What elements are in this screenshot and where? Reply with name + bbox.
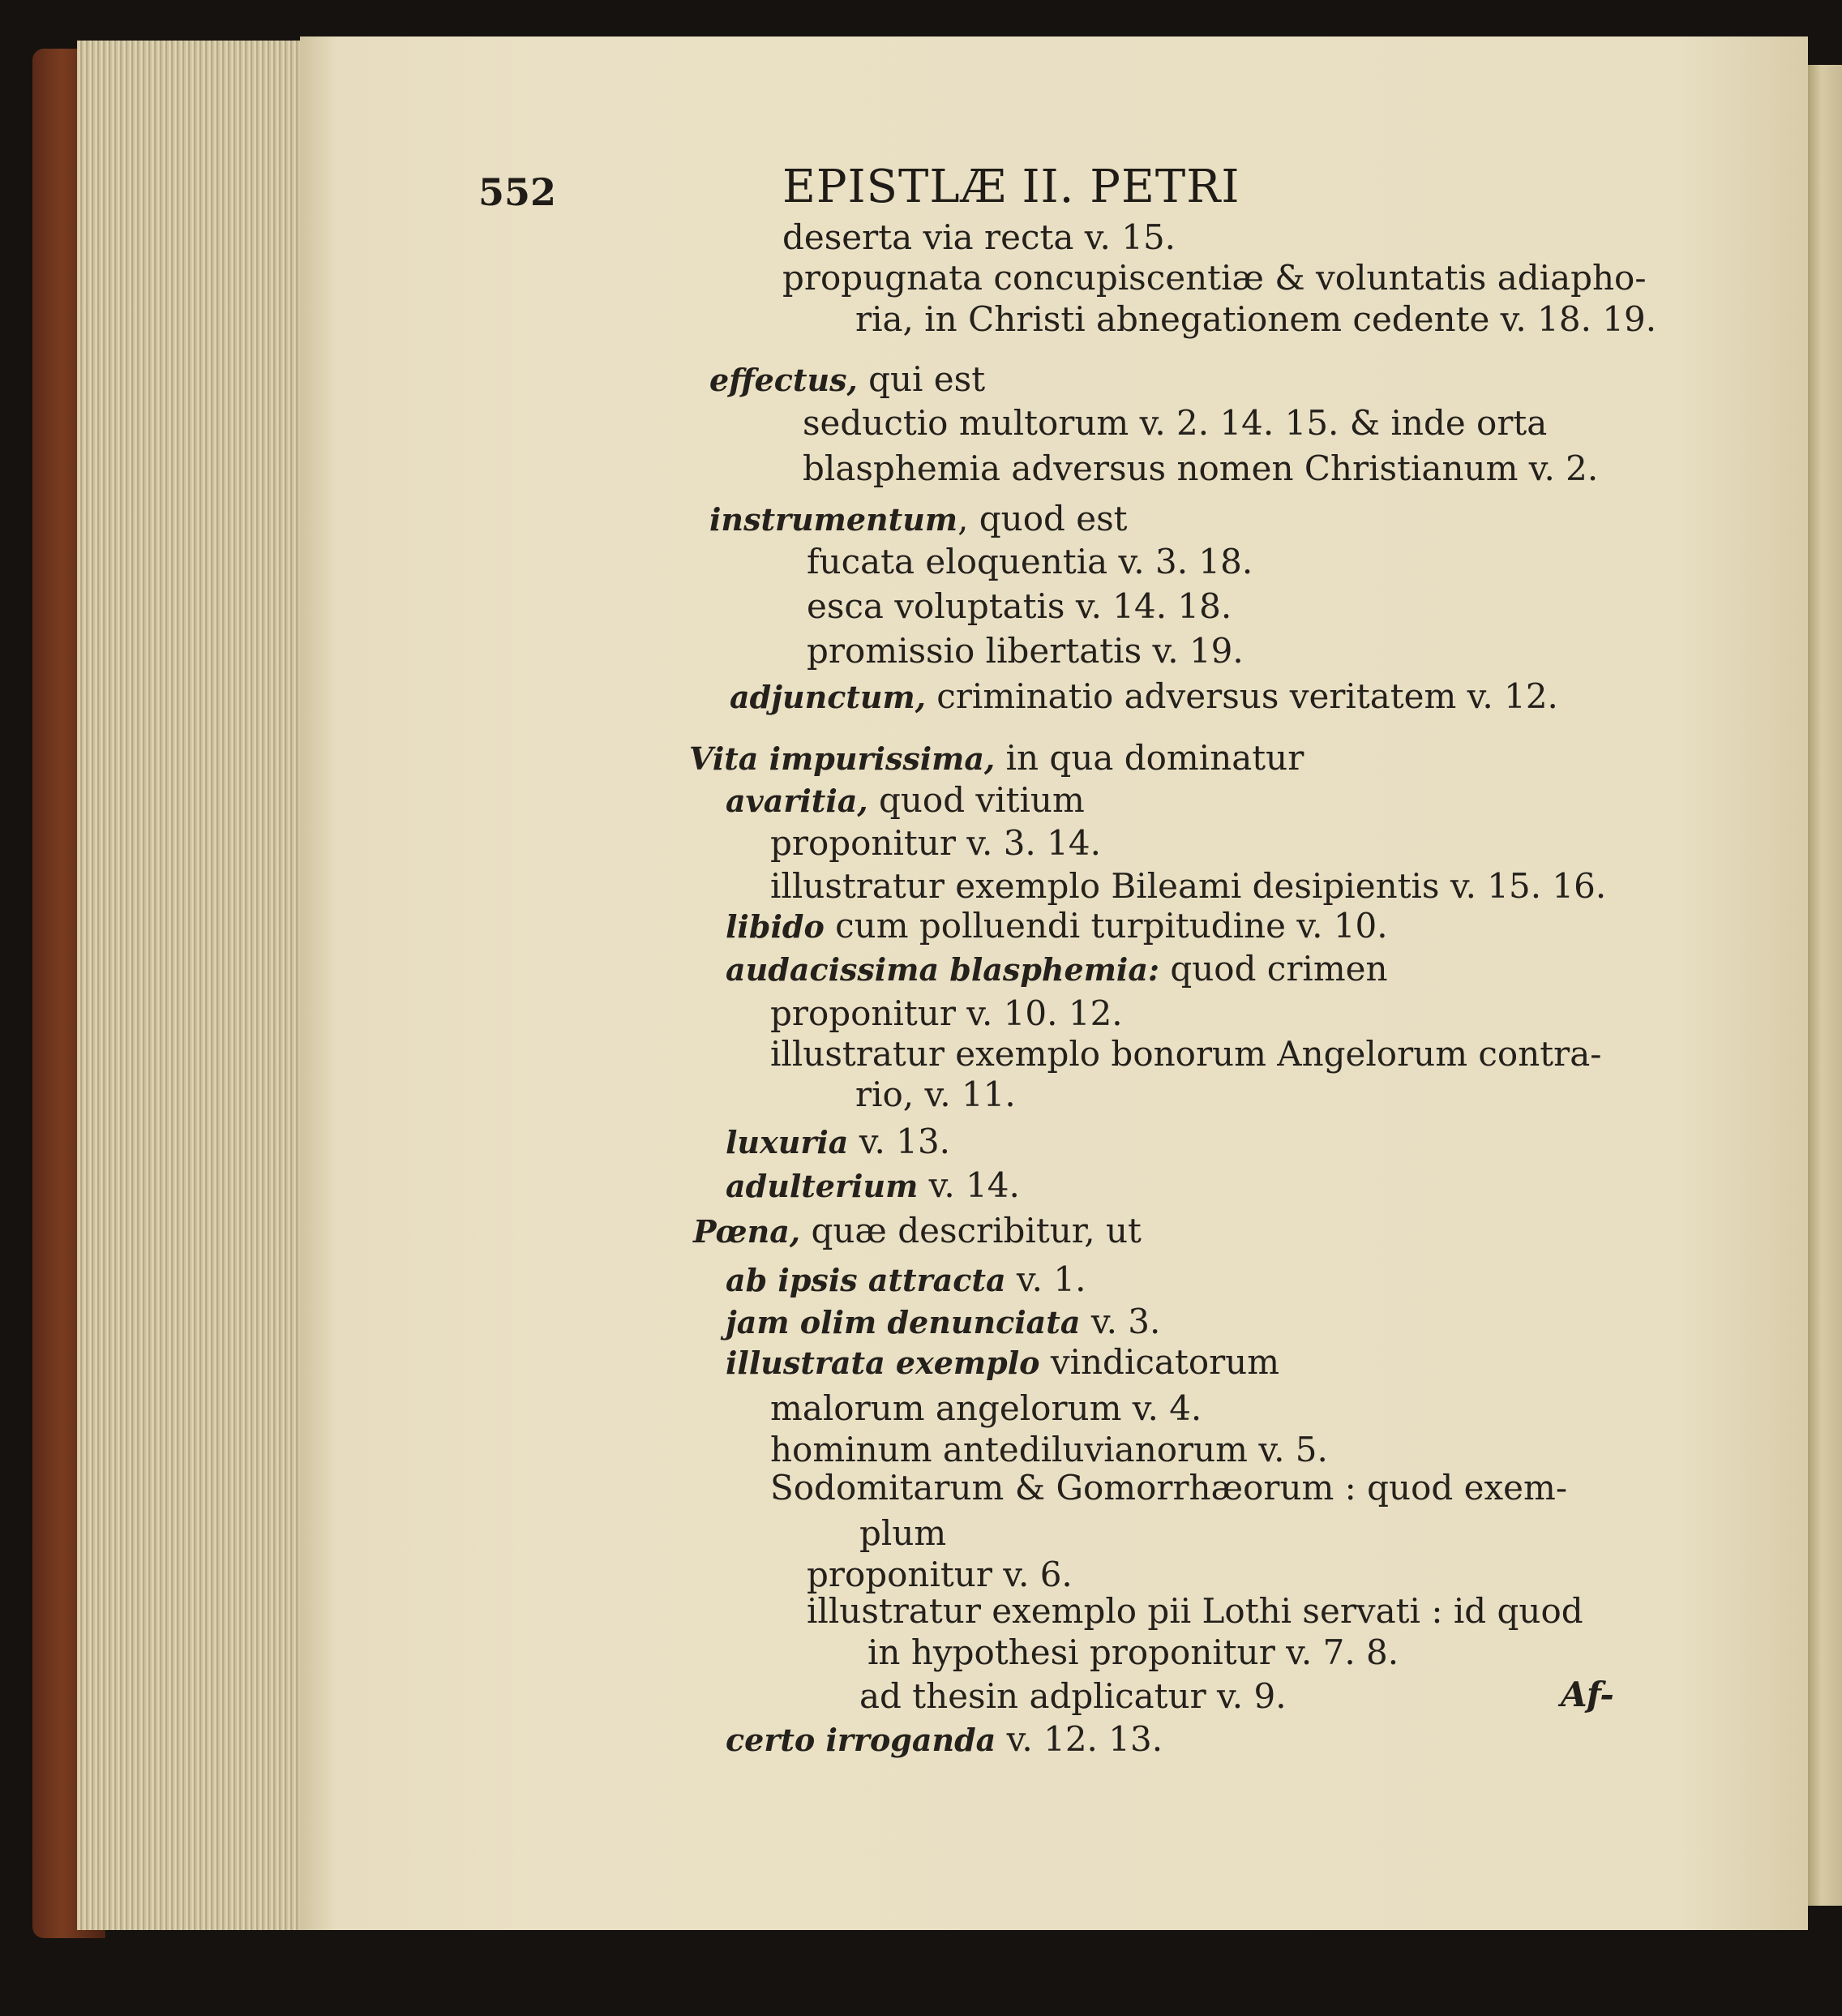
text-line <box>726 1165 1020 1207</box>
line-text: illustratur exemplo Bileami desipientis v. 15. 16. <box>770 866 1607 906</box>
line-text: qui est <box>857 359 986 399</box>
text-line <box>709 499 1128 540</box>
line-text: seductio multorum v. 2. 14. 15. & inde orta <box>803 403 1548 443</box>
text-line <box>782 258 1647 298</box>
line-text: ria, in Christi abnegationem cedente v. 18. 19. <box>855 299 1657 339</box>
text-line <box>726 1342 1279 1383</box>
line-text: v. 13. <box>848 1122 951 1161</box>
line-text: illustratur exemplo bonorum Angelorum contra- <box>770 1034 1602 1074</box>
line-text: proponitur v. 10. 12. <box>770 993 1123 1033</box>
line-text: promissio libertatis v. 19. <box>807 631 1244 671</box>
text-line <box>770 866 1606 907</box>
line-text: fucata eloquentia v. 3. 18. <box>807 542 1253 581</box>
italic-term: avaritia, <box>726 783 868 819</box>
text-line <box>693 1211 1142 1252</box>
text-line <box>770 1034 1601 1074</box>
line-text: quæ describitur, ut <box>800 1211 1142 1250</box>
line-text: proponitur v. 3. 14. <box>770 823 1101 863</box>
italic-term: adulterium <box>726 1168 919 1204</box>
line-text: propugnata concupiscentiæ & voluntatis adiapho- <box>782 258 1647 298</box>
line-text: vindicatorum <box>1039 1342 1280 1382</box>
text-line <box>859 1513 946 1554</box>
text-line <box>807 1591 1583 1632</box>
line-text: v. 3. <box>1080 1302 1161 1341</box>
text-line <box>770 823 1101 864</box>
text-line <box>807 542 1253 582</box>
italic-term: effectus, <box>709 362 858 398</box>
text-line <box>726 1719 1163 1761</box>
italic-term: luxuria <box>726 1124 849 1160</box>
line-text: proponitur v. 6. <box>807 1555 1073 1594</box>
text-line <box>770 1430 1328 1470</box>
text-line <box>726 1302 1160 1343</box>
italic-term: ab ipsis attracta <box>726 1262 1006 1298</box>
text-line <box>726 780 1085 821</box>
line-text: malorum angelorum v. 4. <box>770 1388 1202 1428</box>
text-line <box>730 676 1558 718</box>
line-text: in hypothesi proponitur v. 7. 8. <box>867 1632 1399 1672</box>
line-text: ad thesin adplicatur v. 9. <box>859 1676 1287 1716</box>
text-line <box>855 1074 1016 1115</box>
text-line <box>807 586 1232 627</box>
line-text: quod vitium <box>867 780 1085 820</box>
line-text: criminatio adversus veritatem v. 12. <box>925 676 1558 716</box>
text-line <box>726 1259 1086 1301</box>
line-text: plum <box>859 1513 947 1553</box>
text-line <box>726 1122 950 1163</box>
text-line <box>803 448 1598 489</box>
line-text: in qua dominatur <box>995 738 1304 778</box>
text-line <box>807 1555 1073 1595</box>
line-text: illustratur exemplo pii Lothi servati : id quod <box>807 1591 1583 1631</box>
facing-page-edge <box>1808 65 1842 1906</box>
text-line <box>689 738 1304 779</box>
line-text: cum polluendi turpitudine v. 10. <box>824 906 1388 946</box>
italic-term: illustrata exemplo <box>726 1345 1040 1381</box>
text-line <box>867 1632 1399 1673</box>
line-text: esca voluptatis v. 14. 18. <box>807 586 1232 626</box>
text-line <box>807 631 1244 671</box>
catchword: Af- <box>1561 1675 1614 1714</box>
italic-term: Pœna, <box>693 1213 801 1250</box>
italic-term: instrumentum <box>709 501 958 538</box>
running-head: EPISTLÆ II. PETRI <box>782 161 1240 213</box>
text-line <box>855 299 1656 340</box>
line-text: v. 14. <box>918 1165 1020 1205</box>
text-line <box>770 1388 1202 1429</box>
line-text: quod crimen <box>1159 949 1388 989</box>
italic-term: adjunctum, <box>730 679 926 715</box>
text-line <box>803 403 1547 444</box>
line-text: hominum antediluvianorum v. 5. <box>770 1430 1328 1469</box>
page-number: 552 <box>478 170 557 214</box>
line-text: v. 12. 13. <box>996 1719 1163 1759</box>
italic-term: libido <box>726 908 825 945</box>
text-line <box>859 1676 1287 1717</box>
text-line <box>782 217 1176 258</box>
text-line <box>726 906 1388 947</box>
line-text: blasphemia adversus nomen Christianum v. 2. <box>803 448 1599 488</box>
line-text: v. 1. <box>1005 1259 1086 1299</box>
line-text: Sodomitarum & Gomorrhæorum : quod exem- <box>770 1468 1568 1508</box>
text-line <box>709 359 985 401</box>
line-text: deserta via recta v. 15. <box>782 217 1176 257</box>
text-line <box>770 993 1123 1034</box>
italic-term: Vita impurissima, <box>689 740 996 777</box>
italic-term: audacissima blasphemia: <box>726 951 1159 988</box>
line-text: , quod est <box>957 499 1128 538</box>
line-text: rio, v. 11. <box>855 1074 1016 1114</box>
italic-term: certo irroganda <box>726 1722 996 1758</box>
text-line <box>770 1468 1567 1508</box>
page-edges <box>77 41 300 1930</box>
text-line <box>726 949 1388 990</box>
italic-term: jam olim denunciata <box>726 1304 1081 1340</box>
